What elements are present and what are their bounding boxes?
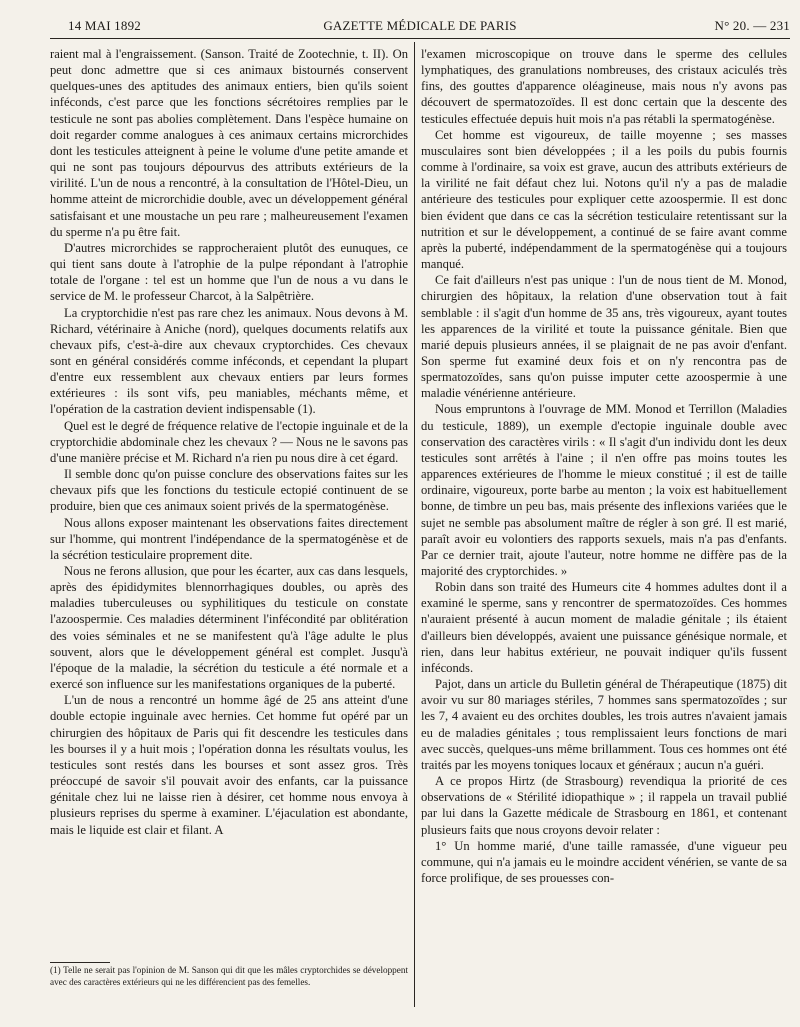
paragraph: Cet homme est vigoureux, de taille moyenne ; ses masses musculaires sont bien développées ; il a les poils du pubis fournis comme à l'ordinaire, sa voix est grave, aucun des attributs extérieurs de la virilité ne fait défaut chez lui. Notons qu'il n'y a pas de maladie antérieure des testicules pour expliquer cette azoospermie. Il est donc bien évident que dans ce cas la sécrétion testiculaire retentissant sur la nutrition et sur le développement, a continué de se faire avant comme après la puberté, indépendamment de la spermatogénèse qui a toujours manqué. — [421, 127, 787, 272]
paragraph: Il semble donc qu'on puisse conclure des observations faites sur les chevaux pifs que les fonctions du testicule ectopié continuent de se produire, bien que ces animaux soient privés de la spermatogénèse. — [50, 467, 408, 514]
paragraph: 1° Un homme marié, d'une taille ramassée, d'une vigueur peu commune, qui n'a jamais eu le moindre accident vénérien, se vante de sa force prolifique, de ses prouesses con- — [421, 838, 787, 885]
paragraph: Pajot, dans un article du Bulletin général de Thérapeutique (1875) dit avoir vu sur 80 mariages stériles, 7 hommes sans spermatozoïdes ; sur les 7, 4 avaient eu des orchites doubles, les trois autres n'avaient jamais eu de maladies génitales ; tous remplissaient leurs fonctions de mari avec succès, quelques-uns même brillamment. Tous ces hommes ont été traités par les moyens toniques locaux et généraux ; aucun n'a guéri. — [421, 677, 787, 772]
page-header — [50, 14, 790, 38]
paragraph: Robin dans son traité des Humeurs cite 4 hommes adultes dont il a examiné le sperme, sans y rencontrer de spermatozoïdes. Ces hommes n'auraient présenté à aucun moment de maladie génitale ; ils étaient d'ailleurs bien développés, avaient une puissance génésique normale, et rien, dans leur habitus extérieur, ne pouvait indiquer qu'ils fussent inféconds. — [421, 580, 787, 675]
paragraph: D'autres microrchides se rapprocheraient plutôt des eunuques, ce qui tient sans doute à l'atrophie de la pulpe répondant à l'atrophie totale de l'organe : tel est un homme que l'un de nous a vu dans le service de M. le professeur Charcot, à la Salpêtrière. — [50, 240, 408, 304]
paragraph: Nous allons exposer maintenant les observations faites directement sur l'homme, qui montrent l'indépendance de la spermatogénèse et de la sécrétion testiculaire proprement dite. — [50, 515, 408, 562]
paragraph: La cryptorchidie n'est pas rare chez les animaux. Nous devons à M. Richard, vétérinaire à Aniche (nord), quelques documents relatifs aux chevaux pifs, c'est-à-dire aux chevaux cryptorchides. Ces chevaux sont en général considérés comme inféconds, et cependant la plupart d'entre eux ressemblent aux chevaux entiers par leurs formes extérieures : ils sont vifs, peu maniables, méchants même, et l'opération de la castration devient indispensable (1). — [50, 305, 408, 417]
paragraph: A ce propos Hirtz (de Strasbourg) revendiqua la priorité de ces observations de « Stérilité idiopathique » ; il rappela un travail publié par lui dans la Gazette médicale de Strasbourg en 1861, et contenant plusieurs faits que nous croyons devoir relater : — [421, 774, 787, 837]
column-divider — [414, 42, 415, 1007]
paragraph: Ce fait d'ailleurs n'est pas unique : l'un de nous tient de M. Monod, chirurgien des hôpitaux, la relation d'une observation tout à fait semblable : il s'agit d'un homme de 35 ans, très vigoureux, ayant toutes les apparences de la virilité et toute la puissance génitale. Bien que marié depuis plusieurs années, il se plaignait de ne pas avoir d'enfant. Son sperme fut examiné deux fois et on n'y rencontra pas de spermatozoïdes, sans qu'on puisse imputer cette azoospermie à une maladie vénérienne antérieure. — [421, 273, 787, 401]
left-column — [50, 46, 408, 1000]
journal-title: GAZETTE MÉDICALE DE PARIS — [323, 18, 517, 33]
paragraph: Quel est le degré de fréquence relative de l'ectopie inguinale et de la cryptorchidie abdominale chez les chevaux ? — Nous ne le savons pas d'une manière précise et M. Richard n'a rien pu nous dire à cet égard. — [50, 418, 408, 465]
issue-date: 14 MAI 1892 — [68, 18, 141, 33]
paragraph: L'un de nous a rencontré un homme âgé de 25 ans atteint d'une double ectopie inguinale avec hernies. Cet homme fut opéré par un chirurgien des hôpitaux de Paris qui fit descendre les testicules dans les bourses il y a huit mois ; l'opération donna les résultats voulus, les testicules sont restés dans les bourses et sont assez gros. Très préoccupé de savoir s'il pouvait avoir des enfants, car la puissance génitale chez lui ne laisse rien à désirer, cet homme nous envoya à plusieurs reprises du sperme à examiner. L'éjaculation est abondante, mais le liquide est clair et filant. A — [50, 693, 408, 837]
paragraph: raient mal à l'engraissement. (Sanson. Traité de Zootechnie, t. II). On peut donc admettre que si ces animaux bistournés conservent quelques-unes des aptitudes des animaux entiers, bien qu'ils soient inféconds, c'est parce que les fonctions sécrétoires remplies par le testicule ne sont pas abolies complètement. Dans l'espèce humaine on doit regarder comme analogues à ces animaux certains microrchides dont les testicules atteignent à peine le volume d'une petite amande et qui ne sont pas toujours dépourvus des attributs extérieurs de la virilité. L'un de nous a rencontré, à la consultation de l'Hôtel-Dieu, un homme atteint de microrchidie double, avec un développement général satisfaisant et une moustache un peu rare ; malheureusement l'examen du sperme n'a pu être fait. — [50, 47, 408, 239]
page-number: N° 20. — 231 — [714, 18, 790, 33]
paragraph: Nous empruntons à l'ouvrage de MM. Monod et Terrillon (Maladies du testicule, 1889), un exemple d'ectopie inguinale double avec conservation des caractères virils : « Il s'agit d'un individu dont les deux testicules sont arrêtés à l'aine ; il n'en offre pas moins toutes les apparences extérieures de l'homme le mieux constitué ; il est de taille ordinaire, vigoureux, porte barbe au menton ; la voix est habituellement bonne, de timbre un peu bas, mais présente des inflexions variées que le sujet ne semble pas absolument maître de régler à son gré. Il est marié, paraît avoir eu volontiers des rapports sexuels, mais n'a pas d'enfants. Par ce dernier trait, ajoute l'auteur, notre homme ne diffère pas de la majorité des cryptorchides. » — [421, 402, 787, 578]
header-divider — [50, 38, 790, 39]
footnote: (1) Telle ne serait pas l'opinion de M. Sanson qui dit que les mâles cryptorchides se développent avec des caractères extérieurs qui ne les différencient pas des femelles. — [50, 965, 408, 987]
paragraph: l'examen microscopique on trouve dans le sperme des cellules lymphatiques, des granulations nombreuses, des cristaux aciculés très fins, des gouttes d'apparence oléagineuse, mais nous n'y avons pas découvert de spermatozoïdes. Il est donc certain que la descente des testicules effectuée depuis huit mois n'a pas rétabli la spermatogénèse. — [421, 47, 787, 126]
paragraph: Nous ne ferons allusion, que pour les écarter, aux cas dans lesquels, après des épididymites blennorrhagiques doubles, ou après des maladies tuberculeuses ou syphilitiques du testicule on constate l'azoospermie. Ces maladies déterminent l'infécondité par oblitération des voies séminales et ne se manifestent qu'à l'âge adulte le plus souvent, alors que le développement général est complet. Jusqu'à l'époque de la maladie, la sécrétion du testicule a été normale et a exercé son influence sur les manifestations organiques de la puberté. — [50, 564, 408, 692]
right-column — [421, 46, 787, 1021]
footnote-divider — [50, 962, 110, 963]
